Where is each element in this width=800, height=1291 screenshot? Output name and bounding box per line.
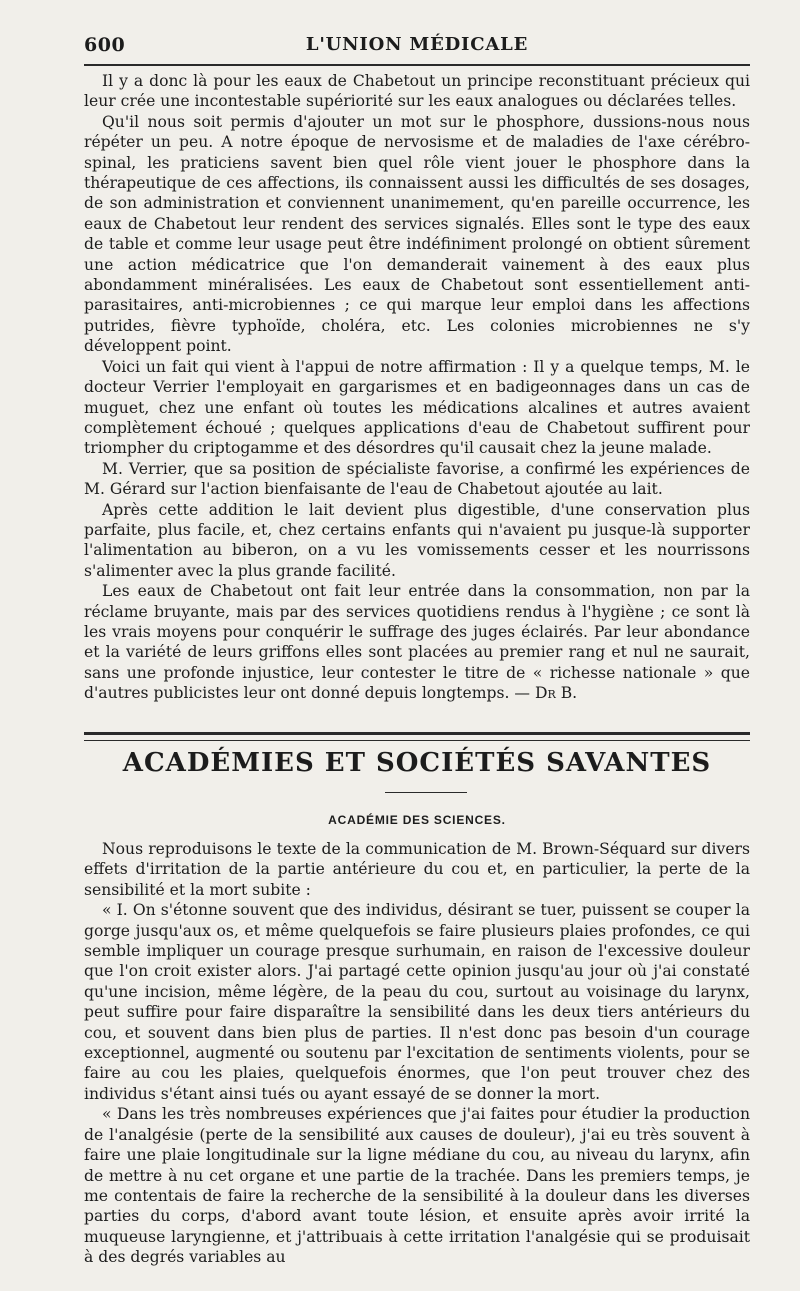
paragraph: M. Verrier, que sa position de spécialiste favorise, a confirmé les expériences de M. Gérard sur l'action bienfaisante de l'eau de Chabetout ajoutée au lait. <box>84 459 750 499</box>
intro-paragraph: Nous reproduisons le texte de la communication de M. Brown-Séquard sur divers effets d'irritation de la partie antérieure du cou et, en particulier, la perte de la sensibilité et la mort subite : <box>84 840 750 899</box>
paragraph: « I. On s'étonne souvent que des individus, désirant se tuer, puissent se couper la gorge jusqu'aux os, et même quelquefois se faire plusieurs plaies profondes, ce qui semble impliquer un courage presque surhumain, en raison de l'excessive douleur que l'on croit exister alors. J'ai partagé cette opinion jusqu'au jour où j'ai constaté qu'une incision, même légère, de la peau du cou, surtout au voisinage du larynx, peut suffire pour faire disparaître la sensibilité dans les deux tiers antérieurs du cou, et souvent dans bien plus de parties. Il n'est donc pas besoin d'un courage exceptionnel, augmenté ou soutenu par l'excitation de sentiments violents, pour se faire au cou les plaies, quelquefois énormes, que l'on peut trouver chez des individus s'étant ainsi tués ou ayant essayé de se donner la mort. <box>84 901 750 1103</box>
paragraph-with-signature <box>84 581 750 703</box>
journal-title: L'UNION MÉDICALE <box>305 34 529 55</box>
article-brown-sequard <box>84 839 750 1268</box>
article-chabetout <box>84 71 750 704</box>
paragraph: Après cette addition le lait devient plus digestible, d'une conservation plus parfaite, plus facile, et, chez certains enfants qui n'avaient pu jusque-là supporter l'alimentation au biberon, on a vu les vomissements cesser et les nourrissons s'alimenter avec la plus grande facilité. <box>84 500 750 580</box>
section-title-underline <box>385 792 467 793</box>
paragraph: Voici un fait qui vient à l'appui de notre affirmation : Il y a quelque temps, M. le docteur Verrier l'employait en gargarismes et en badigeonnages dans un cas de muguet, chez une enfant où toutes les médications alcalines et autres avaient complètement échoué ; quelques applications d'eau de Chabetout suffirent pour triompher du criptogamme et des désordres qu'il causait chez la jeune malade. <box>84 357 750 458</box>
paragraph: « Dans les très nombreuses expériences que j'ai faites pour étudier la production de l'analgésie (perte de la sensibilité aux causes de douleur), j'ai eu très souvent à faire une plaie longitudinale sur la ligne médiane du cou, au niveau du larynx, afin de mettre à nu cet organe et une partie de la trachée. Dans les premiers temps, je me contentais de faire la recherche de la sensibilité à la douleur dans les diverses parties du corps, d'abord avant toute lésion, et ensuite après avoir irrité la muqueuse laryngienne, et j'attribuais à cette irritation l'analgésie qui se produisait à des degrés variables au <box>84 1105 750 1267</box>
section-divider <box>84 732 750 741</box>
page-number: 600 <box>84 34 126 56</box>
signature: — Dr B. <box>514 684 578 703</box>
section-title: ACADÉMIES ET SOCIÉTÉS SAVANTES <box>122 748 712 778</box>
header-rule <box>84 64 750 66</box>
paragraph: Il y a donc là pour les eaux de Chabetout un principe reconstituant précieux qui leur crée une incontestable supériorité sur les eaux analogues ou déclarées telles. <box>84 72 750 111</box>
running-header <box>84 30 750 62</box>
subsection-title: ACADÉMIE DES SCIENCES. <box>328 813 506 827</box>
paragraph: Qu'il nous soit permis d'ajouter un mot sur le phosphore, dussions-nous nous répéter un peu. A notre époque de nervosisme et de maladies de l'axe cérébro-spinal, les praticiens savent bien quel rôle vient jouer le phosphore dans la thérapeutique de ces affections, ils connaissent aussi les difficultés de ses dosages, de son administration et conviennent unanimement, qu'en pareille occurrence, les eaux de Chabetout leur rendent des services signalés. Elles sont le type des eaux de table et comme leur usage peut être indéfiniment prolongé on obtient sûrement une action médicatrice que l'on demanderait vainement à des eaux plus abondamment minéralisées. Les eaux de Chabetout sont essentiellement anti-parasitaires, anti-microbiennes ; ce qui marque leur emploi dans les affections putrides, fièvre typhoïde, choléra, etc. Les colonies microbiennes ne s'y développent point. <box>84 112 750 356</box>
paragraph: Les eaux de Chabetout ont fait leur entrée dans la consommation, non par la réclame bruyante, mais par des services quotidiens rendus à l'hygiène ; ce sont là les vrais moyens pour conquérir le suffrage des juges éclairés. Par leur abondance et la variété de leurs griffons elles sont placées au premier rang et nul ne saurait, sans une profonde injustice, leur contester le titre de « richesse nationale » que d'autres publicistes leur ont donné depuis longtemps. <box>84 582 750 703</box>
